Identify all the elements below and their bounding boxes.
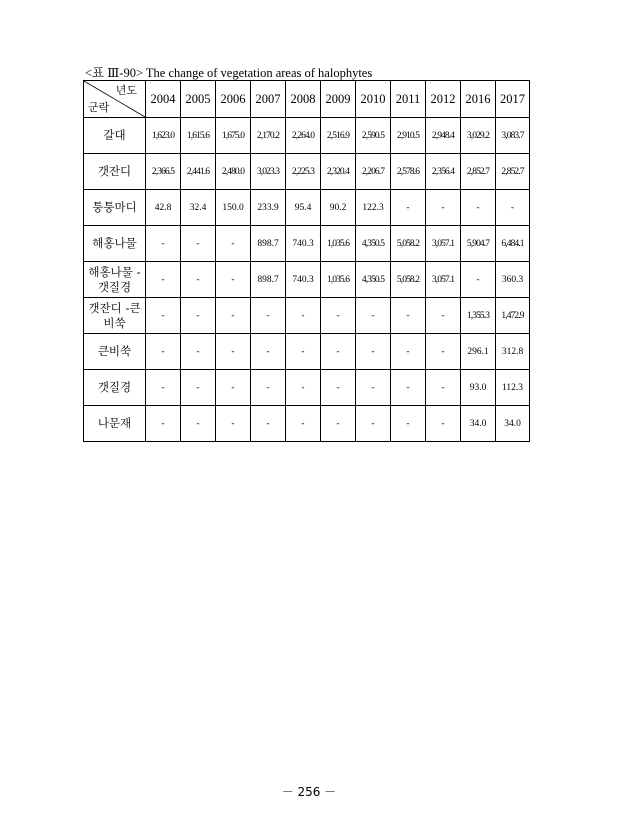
area-value-cell: 34.0	[461, 406, 496, 442]
area-value-cell: 2,910.5	[391, 118, 426, 154]
area-value-cell: -	[391, 298, 426, 334]
area-value-cell: -	[181, 334, 216, 370]
area-value-cell: -	[216, 226, 251, 262]
area-value-cell: 1,623.0	[146, 118, 181, 154]
area-value-cell: -	[216, 370, 251, 406]
community-label-cell: 갈대	[84, 118, 146, 154]
area-value-cell: 42.8	[146, 190, 181, 226]
area-value-cell: 1,615.6	[181, 118, 216, 154]
area-value-cell: -	[286, 370, 321, 406]
area-value-cell: -	[251, 298, 286, 334]
area-value-cell: 1,035.6	[321, 226, 356, 262]
table-row	[84, 334, 530, 370]
area-value-cell: -	[391, 334, 426, 370]
area-value-cell: -	[426, 190, 461, 226]
area-value-cell: 32.4	[181, 190, 216, 226]
area-value-cell: -	[251, 334, 286, 370]
area-value-cell: 3,057.1	[426, 226, 461, 262]
area-value-cell: -	[356, 298, 391, 334]
area-value-cell: 3,029.2	[461, 118, 496, 154]
area-value-cell: 93.0	[461, 370, 496, 406]
area-value-cell: 2,948.4	[426, 118, 461, 154]
corner-year-label: 년도	[115, 84, 137, 97]
area-value-cell: 112.3	[496, 370, 530, 406]
area-value-cell: 2,206.7	[356, 154, 391, 190]
area-value-cell: -	[216, 406, 251, 442]
year-header-cell: 2011	[391, 81, 426, 118]
year-header-cell: 2008	[286, 81, 321, 118]
area-value-cell: 360.3	[496, 262, 530, 298]
community-label-cell: 퉁퉁마디	[84, 190, 146, 226]
area-value-cell: 740.3	[286, 226, 321, 262]
area-value-cell: 898.7	[251, 226, 286, 262]
area-value-cell: 5,058.2	[391, 226, 426, 262]
year-header-cell: 2012	[426, 81, 461, 118]
area-value-cell: 1,675.0	[216, 118, 251, 154]
area-value-cell: -	[286, 406, 321, 442]
community-label-cell: 나문재	[84, 406, 146, 442]
year-header-cell: 2006	[216, 81, 251, 118]
area-value-cell: 898.7	[251, 262, 286, 298]
area-value-cell: 740.3	[286, 262, 321, 298]
area-value-cell: -	[181, 370, 216, 406]
area-value-cell: 1,472.9	[496, 298, 530, 334]
vegetation-area-table	[83, 80, 530, 442]
area-value-cell: 233.9	[251, 190, 286, 226]
table-caption: <표 Ⅲ-90> The change of vegetation areas of halophytes	[85, 66, 373, 80]
area-value-cell: -	[181, 226, 216, 262]
area-value-cell: 1,035.6	[321, 262, 356, 298]
area-value-cell: -	[146, 370, 181, 406]
area-value-cell: -	[496, 190, 530, 226]
area-value-cell: 2,366.5	[146, 154, 181, 190]
table-row	[84, 154, 530, 190]
corner-header-cell	[84, 81, 146, 118]
year-header-cell: 2017	[496, 81, 530, 118]
corner-community-label: 군락	[88, 101, 110, 114]
area-value-cell: 2,516.9	[321, 118, 356, 154]
area-value-cell: -	[426, 298, 461, 334]
area-value-cell: 312.8	[496, 334, 530, 370]
area-value-cell: 4,350.5	[356, 262, 391, 298]
area-value-cell: 3,083.7	[496, 118, 530, 154]
area-value-cell: -	[146, 226, 181, 262]
area-value-cell: 95.4	[286, 190, 321, 226]
table-row	[84, 298, 530, 334]
table-row	[84, 226, 530, 262]
area-value-cell: 4,350.5	[356, 226, 391, 262]
community-label-cell: 갯질경	[84, 370, 146, 406]
area-value-cell: -	[146, 334, 181, 370]
area-value-cell: -	[216, 334, 251, 370]
area-value-cell: 3,023.3	[251, 154, 286, 190]
area-value-cell: -	[181, 262, 216, 298]
area-value-cell: 6,484.1	[496, 226, 530, 262]
area-value-cell: -	[391, 370, 426, 406]
area-value-cell: -	[181, 406, 216, 442]
area-value-cell: -	[286, 334, 321, 370]
area-value-cell: 1,355.3	[461, 298, 496, 334]
year-header-cell: 2004	[146, 81, 181, 118]
area-value-cell: -	[391, 190, 426, 226]
area-value-cell: 2,441.6	[181, 154, 216, 190]
area-value-cell: 2,264.0	[286, 118, 321, 154]
table-row	[84, 262, 530, 298]
area-value-cell: 2,225.3	[286, 154, 321, 190]
area-value-cell: 5,904.7	[461, 226, 496, 262]
table-row	[84, 406, 530, 442]
area-value-cell: -	[286, 298, 321, 334]
area-value-cell: -	[146, 298, 181, 334]
area-value-cell: 2,356.4	[426, 154, 461, 190]
area-value-cell: 2,590.5	[356, 118, 391, 154]
area-value-cell: -	[216, 262, 251, 298]
area-value-cell: -	[426, 406, 461, 442]
table-row	[84, 190, 530, 226]
community-label-cell: 해홍나물 -갯질경	[84, 262, 146, 298]
area-value-cell: -	[321, 406, 356, 442]
year-header-cell: 2007	[251, 81, 286, 118]
area-value-cell: -	[251, 370, 286, 406]
area-value-cell: -	[321, 370, 356, 406]
area-value-cell: 2,480.0	[216, 154, 251, 190]
area-value-cell: -	[321, 298, 356, 334]
area-value-cell: -	[391, 406, 426, 442]
area-value-cell: 5,058.2	[391, 262, 426, 298]
area-value-cell: -	[146, 406, 181, 442]
area-value-cell: -	[181, 298, 216, 334]
area-value-cell: 34.0	[496, 406, 530, 442]
year-header-cell: 2010	[356, 81, 391, 118]
year-header-cell: 2016	[461, 81, 496, 118]
community-label-cell: 해홍나물	[84, 226, 146, 262]
community-label-cell: 갯잔디	[84, 154, 146, 190]
table-row	[84, 370, 530, 406]
area-value-cell: 2,170.2	[251, 118, 286, 154]
area-value-cell: -	[356, 334, 391, 370]
page-number: － 256 －	[281, 785, 337, 799]
area-value-cell: -	[461, 262, 496, 298]
area-value-cell: 2,852.7	[461, 154, 496, 190]
year-header-cell: 2005	[181, 81, 216, 118]
area-value-cell: 90.2	[321, 190, 356, 226]
header-row	[84, 81, 530, 118]
area-value-cell: 296.1	[461, 334, 496, 370]
area-value-cell: 2,852.7	[496, 154, 530, 190]
area-value-cell: -	[251, 406, 286, 442]
area-value-cell: -	[356, 370, 391, 406]
area-value-cell: -	[216, 298, 251, 334]
area-value-cell: -	[356, 406, 391, 442]
area-value-cell: 150.0	[216, 190, 251, 226]
area-value-cell: 122.3	[356, 190, 391, 226]
area-value-cell: 2,578.6	[391, 154, 426, 190]
area-value-cell: -	[426, 370, 461, 406]
area-value-cell: 2,320.4	[321, 154, 356, 190]
area-value-cell: -	[321, 334, 356, 370]
table-row	[84, 118, 530, 154]
table-body	[84, 81, 530, 442]
area-value-cell: -	[146, 262, 181, 298]
area-value-cell: -	[461, 190, 496, 226]
area-value-cell: 3,057.1	[426, 262, 461, 298]
year-header-cell: 2009	[321, 81, 356, 118]
community-label-cell: 갯잔디 -큰비쑥	[84, 298, 146, 334]
community-label-cell: 큰비쑥	[84, 334, 146, 370]
area-value-cell: -	[426, 334, 461, 370]
